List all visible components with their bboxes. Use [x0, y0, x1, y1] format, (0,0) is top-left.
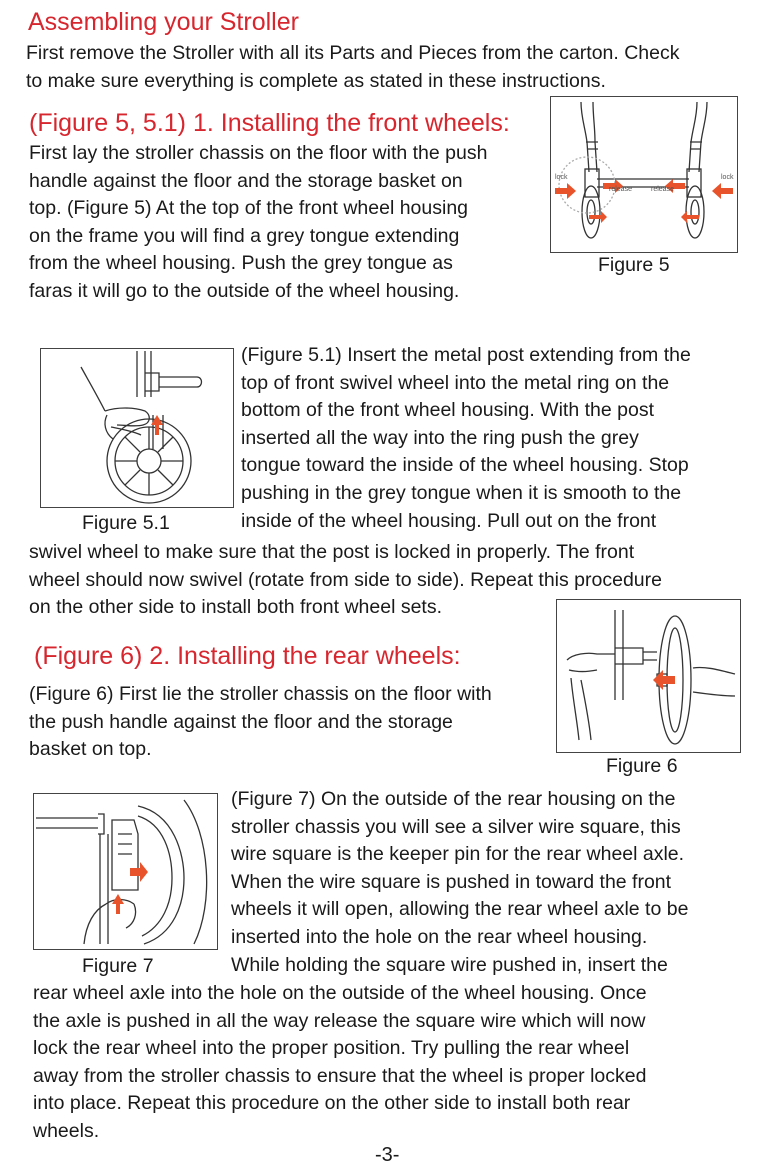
intro-paragraph — [26, 40, 680, 95]
section7-full-paragraph — [33, 980, 647, 1146]
section1-line: handle against the floor and the storage basket on — [29, 169, 463, 192]
section2-heading: (Figure 6) 2. Installing the rear wheels: — [34, 642, 461, 670]
intro-line: to make sure everything is complete as stated in these instructions. — [26, 69, 606, 92]
figure5-label: release — [609, 186, 632, 193]
figure6-drawing — [557, 600, 740, 752]
figure5-illustration — [550, 96, 738, 253]
figure7-drawing — [34, 794, 217, 949]
section51-side-paragraph — [241, 342, 691, 535]
figure5-label: release — [651, 186, 674, 193]
section7-line: wheels. — [33, 1119, 100, 1142]
page-title: Assembling your Stroller — [28, 8, 299, 36]
section7-line: into place. Repeat this procedure on the other side to install both rear — [33, 1092, 631, 1115]
figure6-illustration — [556, 599, 741, 753]
section51-line: (Figure 5.1) Insert the metal post extending from the — [241, 344, 691, 366]
page-number: -3- — [375, 1144, 400, 1166]
section7-line: rear wheel axle into the hole on the outside of the wheel housing. Once — [33, 982, 647, 1004]
section2-paragraph — [29, 681, 492, 764]
section1-line: faras it will go to the outside of the wheel housing. — [29, 279, 460, 302]
section1-paragraph — [29, 140, 487, 306]
section7-line: (Figure 7) On the outside of the rear housing on the — [231, 788, 676, 810]
section1-line: from the wheel housing. Push the grey tongue as — [29, 252, 453, 275]
figure5-caption: Figure 5 — [598, 254, 670, 276]
section7-line: wire square is the keeper pin for the rear wheel axle. — [231, 843, 685, 866]
section51-line: wheel should now swivel (rotate from side to side). Repeat this procedure — [29, 568, 662, 591]
section7-line: stroller chassis you will see a silver wire square, this — [231, 815, 681, 838]
figure7-caption: Figure 7 — [82, 955, 154, 977]
section51-line: swivel wheel to make sure that the post is locked in properly. The front — [29, 541, 635, 563]
figure51-caption: Figure 5.1 — [82, 512, 170, 534]
section7-side-paragraph — [231, 786, 688, 979]
section51-line: on the other side to install both front wheel sets. — [29, 596, 442, 619]
section7-line: While holding the square wire pushed in, insert the — [231, 953, 668, 976]
section51-line: inside of the wheel housing. Pull out on the front — [241, 509, 657, 532]
section2-line: basket on top. — [29, 738, 152, 761]
section7-line: lock the rear wheel into the proper position. Try pulling the rear wheel — [33, 1037, 630, 1060]
figure51-drawing — [41, 349, 233, 507]
section1-line: top. (Figure 5) At the top of the front wheel housing — [29, 197, 469, 220]
section1-heading: (Figure 5, 5.1) 1. Installing the front wheels: — [29, 109, 510, 137]
section7-line: When the wire square is pushed in toward the front — [231, 870, 672, 893]
figure5-label: lock — [555, 174, 568, 181]
section7-line: wheels it will open, allowing the rear wheel axle to be — [231, 898, 689, 921]
section51-line: inserted all the way into the ring push the grey — [241, 426, 639, 449]
section7-line: the axle is pushed in all the way release the square wire which will now — [33, 1009, 646, 1032]
intro-line: First remove the Stroller with all its Parts and Pieces from the carton. Check — [26, 42, 680, 64]
figure5-label: lock — [721, 174, 734, 181]
section7-line: inserted into the hole on the rear wheel housing. — [231, 925, 648, 948]
section51-line: tongue toward the inside of the wheel housing. Stop — [241, 454, 689, 477]
figure7-illustration — [33, 793, 218, 950]
section1-line: on the frame you will find a grey tongue extending — [29, 224, 460, 247]
section2-line: the push handle against the floor and the storage — [29, 710, 453, 733]
section1-line: First lay the stroller chassis on the floor with the push — [29, 142, 488, 164]
section2-line: (Figure 6) First lie the stroller chassis on the floor with — [29, 683, 492, 705]
figure51-illustration — [40, 348, 234, 508]
section7-line: away from the stroller chassis to ensure that the wheel is proper locked — [33, 1064, 647, 1087]
section51-line: bottom of the front wheel housing. With the post — [241, 399, 654, 422]
section51-line: pushing in the grey tongue when it is smooth to the — [241, 481, 682, 504]
figure5-drawing — [551, 97, 737, 252]
figure6-caption: Figure 6 — [606, 755, 678, 777]
section51-line: top of front swivel wheel into the metal ring on the — [241, 371, 670, 394]
